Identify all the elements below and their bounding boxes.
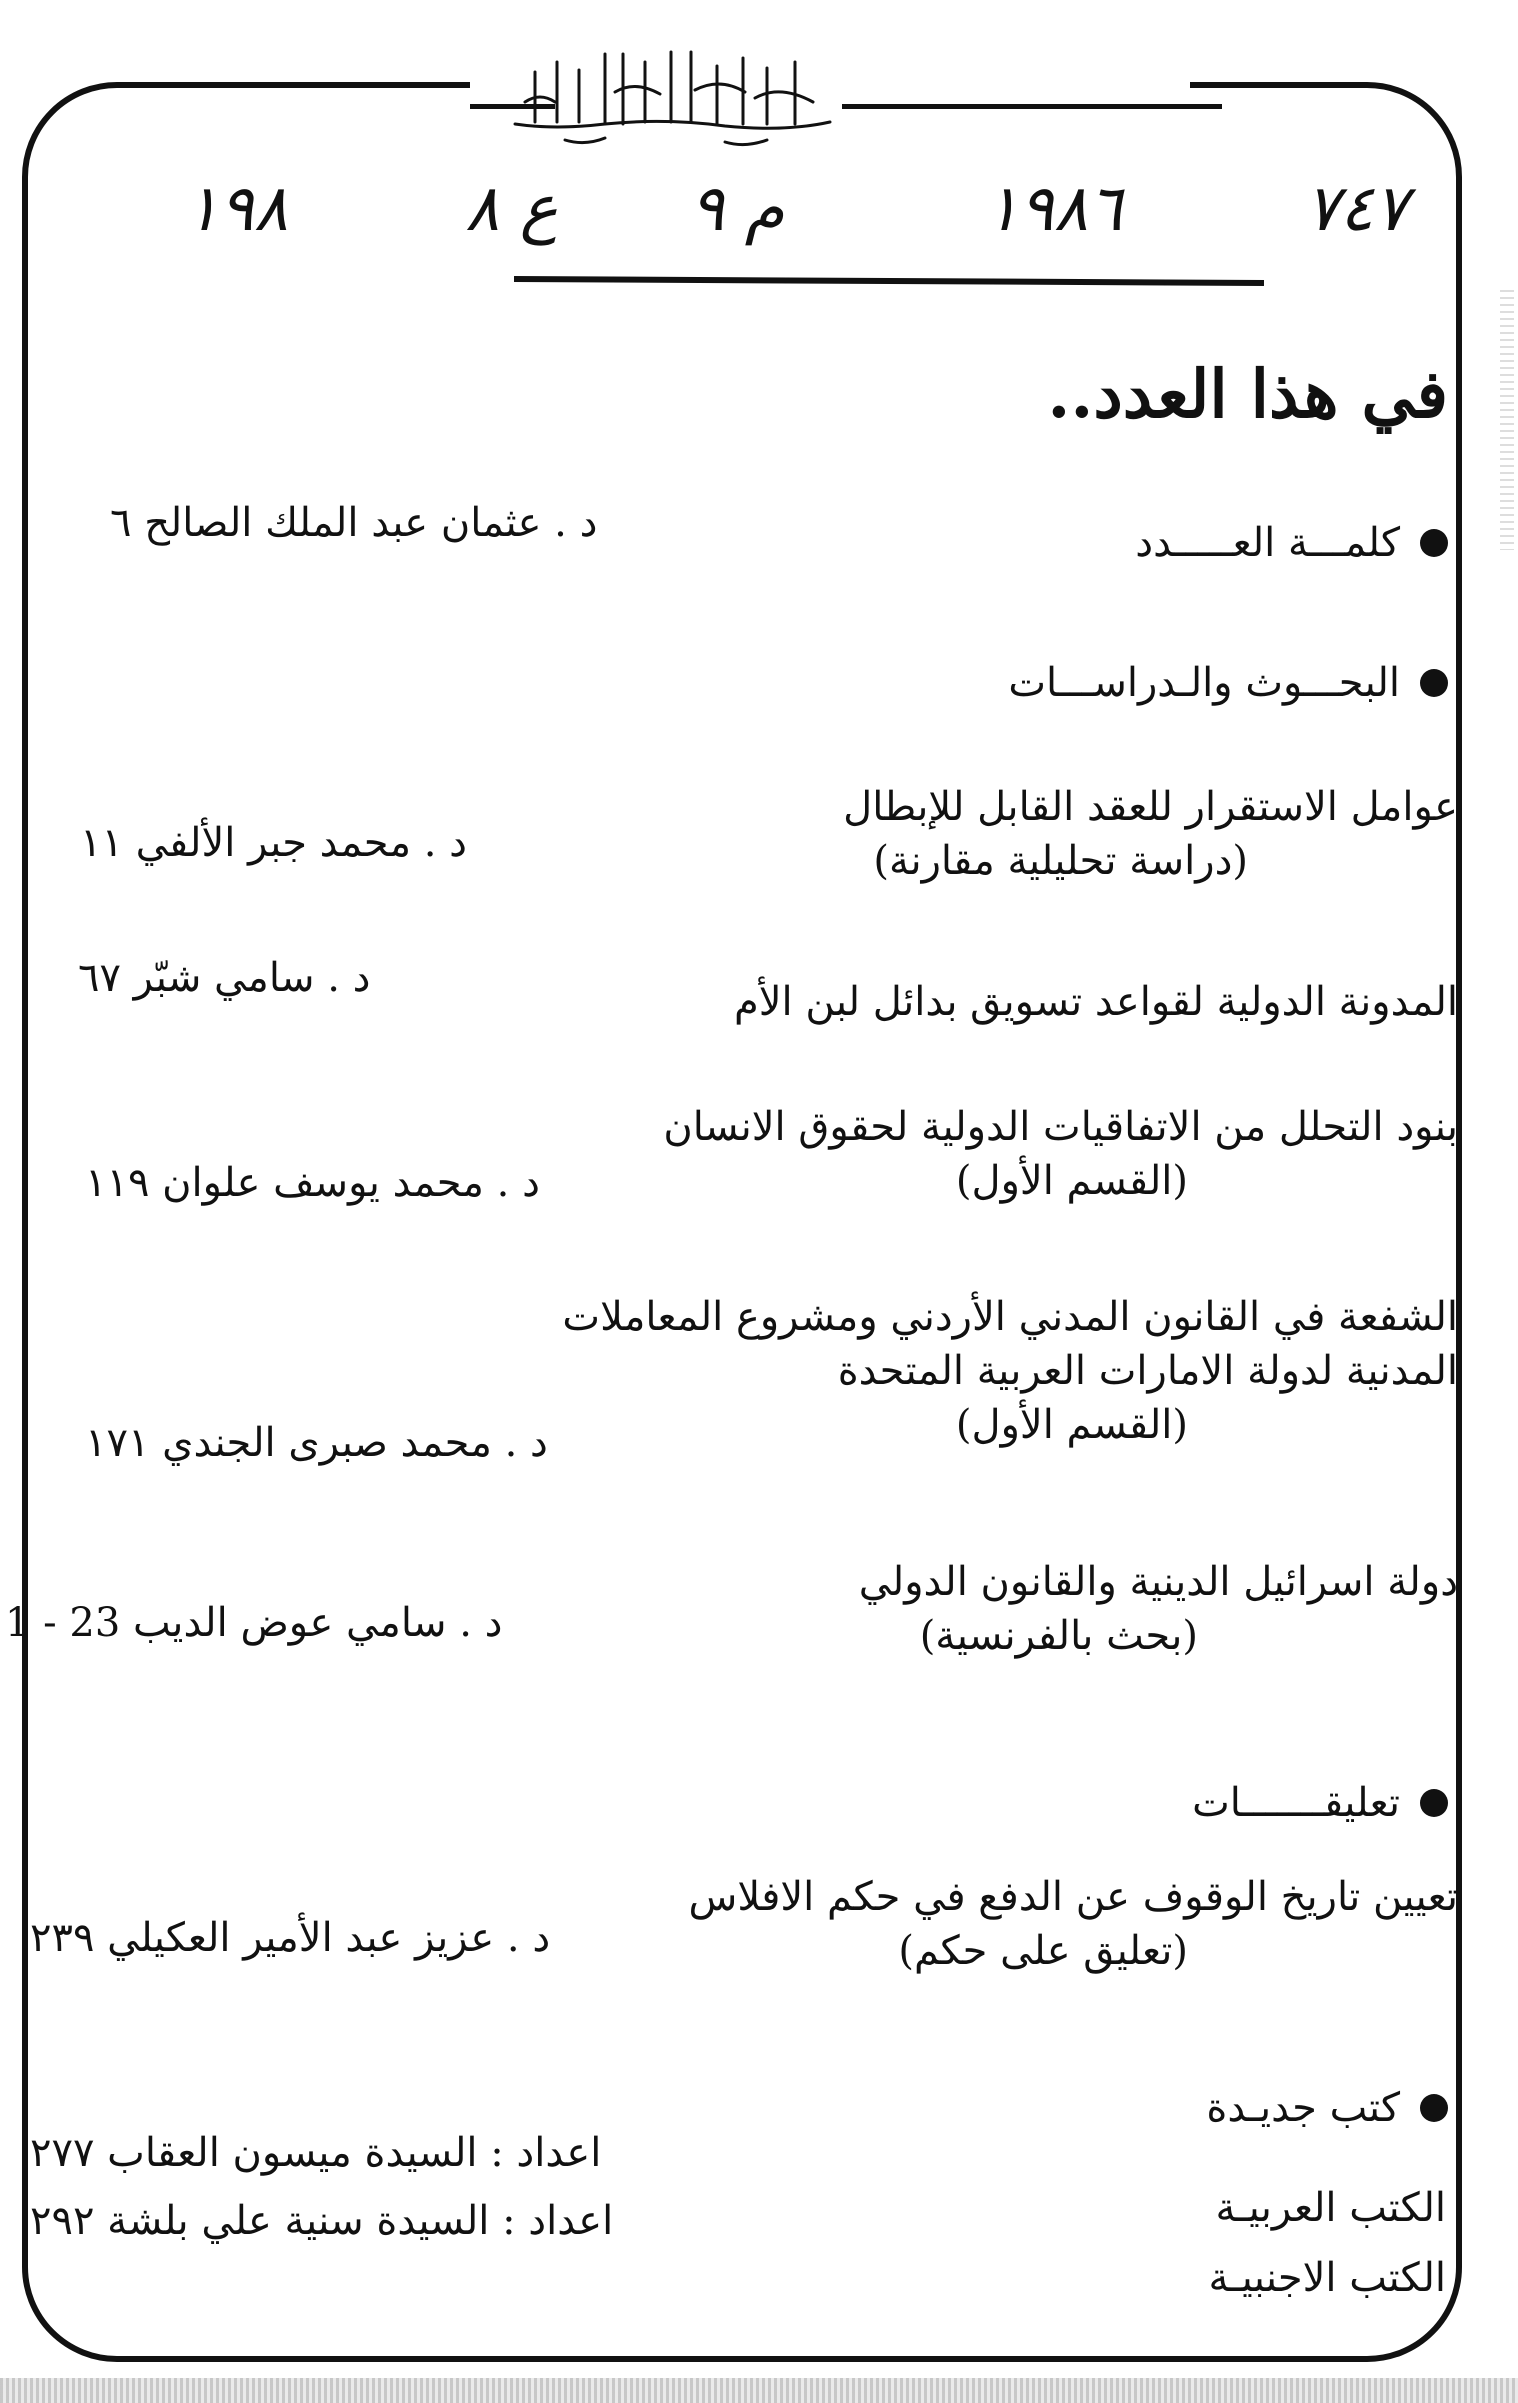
editorial-author: د . عثمان عبد الملك الصالح ٦ — [110, 500, 598, 546]
section-books — [1206, 2085, 1448, 2131]
article-author: د . محمد جبر الألفي ١١ — [80, 820, 467, 866]
handwritten-number: ٧٤٧ — [1305, 172, 1409, 246]
header-rule-right — [842, 104, 1222, 109]
page-title: في هذا العدد.. — [1047, 355, 1448, 433]
article-author: د . محمد صبرى الجندي ١٧١ — [85, 1420, 548, 1466]
handwritten-page: ١٩٨ — [185, 172, 289, 246]
article-title: الشفعة في القانون المدني الأردني ومشروع المعاملات المدنية لدولة الامارات العربية المتحدة (القسم الأول) — [562, 1294, 1458, 1448]
section-heading: كتب جديـدة — [1206, 2085, 1400, 2131]
section-heading: كلمـــة العـــــدد — [1135, 520, 1400, 566]
book-editor: اعداد : السيدة سنية علي بلشة ٢٩٢ — [30, 2198, 614, 2244]
article-title: بنود التحلل من الاتفاقيات الدولية لحقوق الانسان (القسم الأول) — [663, 1104, 1458, 1204]
article-author: د . سامي عوض الديب 23 - 1 — [5, 1600, 503, 1646]
article-title: عوامل الاستقرار للعقد القابل للإبطال (دراسة تحليلية مقارنة) — [843, 784, 1458, 884]
article-author: د . محمد يوسف علوان ١١٩ — [85, 1160, 540, 1206]
basmala-calligraphy — [495, 32, 845, 152]
handwritten-volume: م ٩ — [690, 172, 785, 246]
handwritten-year: ١٩٨٦ — [985, 172, 1123, 246]
section-editorial — [1135, 520, 1448, 566]
comment-author: د . عزيز عبد الأمير العكيلي ٢٣٩ — [30, 1915, 551, 1961]
section-comments — [1192, 1780, 1448, 1826]
book-category: الكتب الاجنبيـة — [1208, 2255, 1446, 2301]
article-author: د . سامي شبّر ٦٧ — [78, 955, 371, 1001]
section-research — [1008, 660, 1448, 706]
scan-edge — [0, 2378, 1518, 2403]
article-title: المدونة الدولية لقواعد تسويق بدائل لبن الأم — [733, 979, 1458, 1025]
comment-title: تعيين تاريخ الوقوف عن الدفع في حكم الافلاس (تعليق على حكم) — [688, 1874, 1458, 1974]
book-category: الكتب العربيـة — [1215, 2185, 1446, 2231]
bullet-icon — [1420, 2094, 1448, 2122]
svg-text:بسم الله الرحمن الرحيم: بسم الله الرحمن الرحيم — [664, 144, 676, 145]
section-heading: البحـــوث والـدراســـات — [1008, 660, 1400, 706]
handwritten-issue: ع ٨ — [465, 172, 558, 246]
section-heading: تعليقـــــــات — [1192, 1780, 1400, 1826]
bullet-icon — [1420, 1789, 1448, 1817]
bullet-icon — [1420, 669, 1448, 697]
bullet-icon — [1420, 529, 1448, 557]
book-editor: اعداد : السيدة ميسون العقاب ٢٧٧ — [30, 2130, 602, 2176]
article-title: دولة اسرائيل الدينية والقانون الدولي (بحث بالفرنسية) — [858, 1559, 1458, 1659]
